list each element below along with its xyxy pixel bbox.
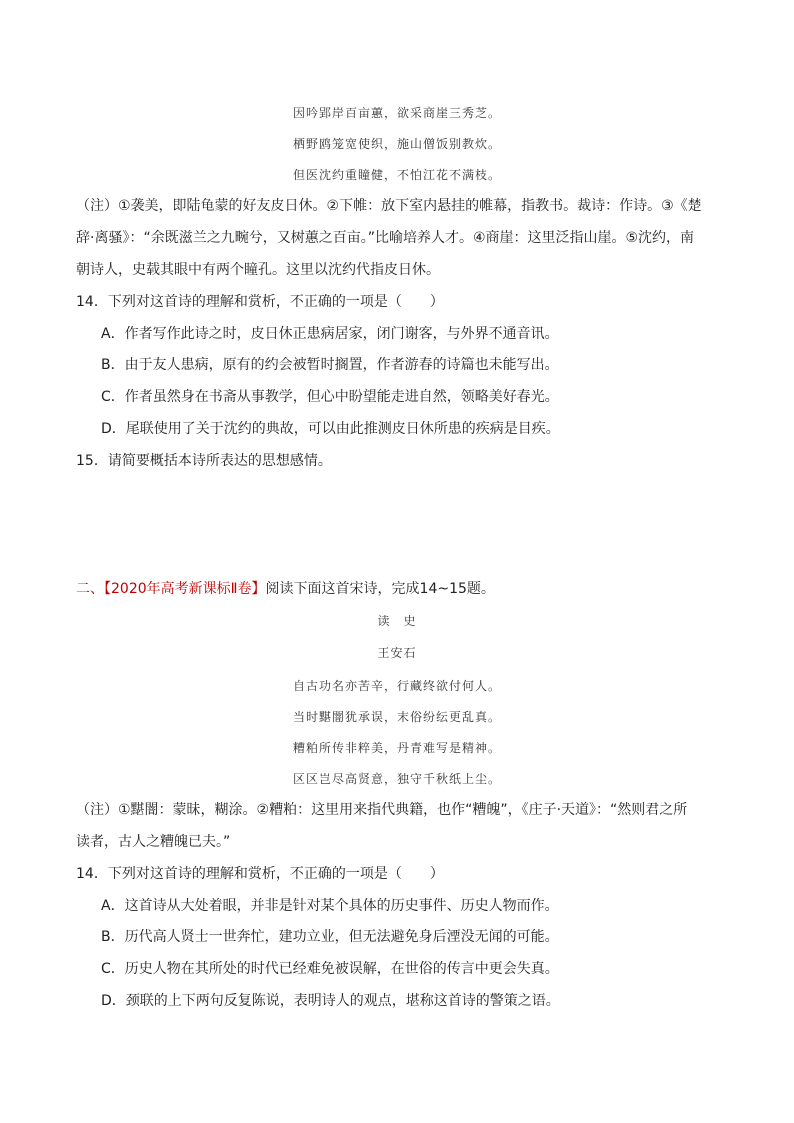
option-b: B．历代高人贤士一世奔忙，建功立业，但无法避免身后湮没无闻的可能。	[101, 929, 559, 945]
annotation-note: 朝诗人，史载其眼中有两个瞳孔。这里以沈约代指皮日休。	[76, 262, 440, 278]
poem-line: 糟粕所传非粹美，丹青难写是精神。	[292, 741, 501, 755]
poem-line: 当时黮闇犹承误，末俗纷纭更乱真。	[292, 710, 501, 724]
option-c: C．作者虽然身在书斋从事教学，但心中盼望能走进自然，领略美好春光。	[101, 389, 559, 405]
question-stem: 14．下列对这首诗的理解和赏析，不正确的一项是（ ）	[76, 294, 444, 310]
option-a: A．作者写作此诗之时，皮日休正患病居家，闭门谢客，与外界不通音讯。	[101, 326, 559, 342]
annotation-note: （注）①袭美，即陆龟蒙的好友皮日休。②下帷：放下室内悬挂的帷幕，指教书。裁诗：作诗。③《楚	[76, 198, 702, 214]
annotation-note: 读者，古人之糟魄已夫。”	[76, 834, 231, 850]
poem-line: 自古功名亦苦辛，行藏终欲付何人。	[292, 679, 501, 693]
annotation-note: （注）①黮闇：蒙昧，糊涂。②糟粕：这里用来指代典籍，也作“糟魄”，《庄子·天道》：“然则君之所	[76, 802, 688, 818]
question-stem: 14．下列对这首诗的理解和赏析，不正确的一项是（ ）	[76, 866, 444, 882]
exam-source: 【2020年高考新课标Ⅱ卷】	[104, 581, 266, 597]
section-number: 二、	[76, 581, 104, 597]
poem-author: 王安石	[377, 646, 417, 660]
poem-line: 但医沈约重瞳健，不怕江花不满枝。	[292, 168, 501, 182]
question-stem: 15．请简要概括本诗所表达的思想感情。	[76, 453, 332, 469]
option-b: B．由于友人患病，原有的约会被暂时搁置，作者游春的诗篇也未能写出。	[101, 357, 559, 373]
option-c: C．历史人物在其所处的时代已经难免被误解，在世俗的传言中更会失真。	[101, 961, 559, 977]
poem-title: 读 史	[377, 614, 417, 628]
poem-line: 区区岂尽高贤意，独守千秋纸上尘。	[292, 772, 501, 786]
section-instruction: 阅读下面这首宋诗，完成14~15题。	[265, 581, 495, 597]
option-a: A．这首诗从大处着眼，并非是针对某个具体的历史事件、历史人物而作。	[101, 898, 559, 914]
poem-line: 栖野鸥笼宽使织，施山僧饭别教炊。	[292, 137, 501, 151]
section-heading	[76, 582, 726, 596]
poem-line: 因吟郢岸百亩蕙，欲采商崖三秀芝。	[292, 106, 501, 120]
option-d: D．颈联的上下两句反复陈说，表明诗人的观点，堪称这首诗的警策之语。	[101, 993, 560, 1009]
option-d: D．尾联使用了关于沈约的典故，可以由此推测皮日休所患的疾病是目疾。	[101, 421, 560, 437]
annotation-note: 辞·离骚》：“余既滋兰之九畹兮，又树蕙之百亩。”比喻培养人才。④商崖：这里泛指山崖。⑤沈约，南	[76, 230, 695, 246]
